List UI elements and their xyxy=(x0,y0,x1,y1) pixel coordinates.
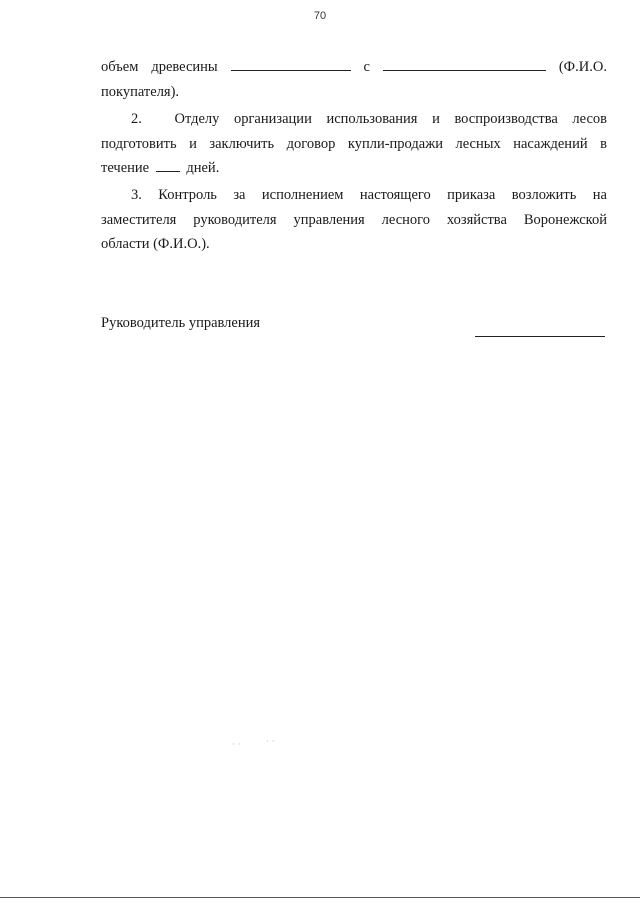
word: и xyxy=(432,111,440,127)
word: лесных xyxy=(455,136,501,152)
word: подготовить xyxy=(101,136,177,152)
word: области (Ф.И.О.). xyxy=(101,236,210,252)
word: Воронежской xyxy=(523,212,607,228)
word: руководителя xyxy=(193,212,277,228)
paragraph-line-2 xyxy=(101,83,607,101)
item-2-line-3 xyxy=(101,159,607,177)
word: в xyxy=(600,136,607,152)
bottom-rule xyxy=(0,897,640,898)
word: исполнением xyxy=(261,187,344,203)
word: Контроль xyxy=(158,187,217,203)
blank-line xyxy=(156,159,180,172)
blank-line xyxy=(383,58,546,71)
word: с xyxy=(363,59,370,75)
word: использования xyxy=(326,111,418,127)
word: и xyxy=(189,136,197,152)
word: организации xyxy=(233,111,312,127)
word: хозяйства xyxy=(446,212,507,228)
signature-title xyxy=(101,314,607,332)
word: за xyxy=(233,187,246,203)
signature-line xyxy=(475,336,605,337)
word: лесного xyxy=(381,212,430,228)
scan-artifact: · · xyxy=(232,740,241,750)
word: лесов xyxy=(572,111,607,127)
word: заключить xyxy=(209,136,275,152)
word: купли-продажи xyxy=(347,136,443,152)
word: объем xyxy=(101,59,139,75)
blank-line xyxy=(231,58,351,71)
word: древесины xyxy=(151,59,218,75)
item-2-line-1 xyxy=(131,110,607,128)
word: воспроизводства xyxy=(454,111,558,127)
word: управления xyxy=(293,212,365,228)
word: возложить xyxy=(511,187,577,203)
word: на xyxy=(592,187,607,203)
word: насаждений xyxy=(513,136,588,152)
word: (Ф.И.О. xyxy=(558,59,607,75)
word: настоящего xyxy=(359,187,431,203)
item-3-line-1 xyxy=(131,186,607,204)
item-3-line-2 xyxy=(101,211,607,229)
word: дней. xyxy=(186,160,220,176)
word: Отделу xyxy=(174,111,220,127)
word: покупателя). xyxy=(101,84,180,100)
word: приказа xyxy=(447,187,496,203)
item-number: 3. xyxy=(131,187,142,203)
scan-artifact: · · xyxy=(266,737,275,747)
word: заместителя xyxy=(101,212,177,228)
item-number: 2. xyxy=(131,111,142,127)
signature-title-text: Руководитель управления xyxy=(101,315,261,331)
page-number: 70 xyxy=(313,10,327,22)
item-3-line-3 xyxy=(101,235,607,253)
paragraph-line-1 xyxy=(101,58,607,76)
word: течение xyxy=(101,160,150,176)
item-2-line-2 xyxy=(101,135,607,153)
word: договор xyxy=(286,136,336,152)
